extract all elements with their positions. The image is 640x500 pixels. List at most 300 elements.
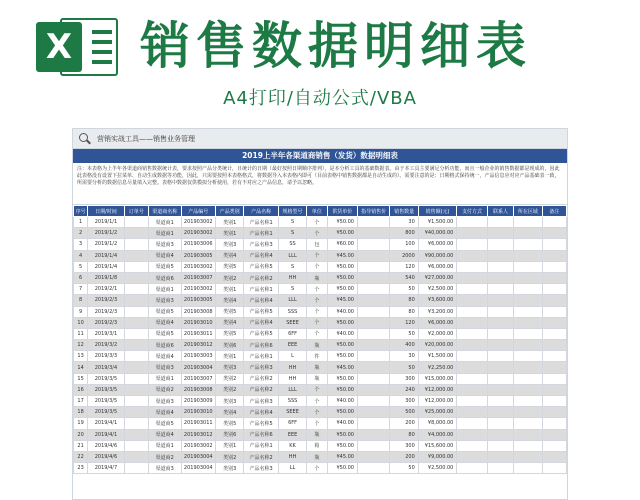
table-row[interactable] — [74, 228, 567, 239]
table-cell[interactable]: HH — [278, 272, 306, 283]
table-cell[interactable]: 类别5 — [215, 306, 243, 317]
table-cell[interactable]: 30 — [390, 217, 418, 228]
table-cell[interactable]: 50 — [390, 362, 418, 373]
table-cell[interactable] — [457, 384, 487, 395]
table-cell[interactable]: 2019/3/4 — [88, 362, 125, 373]
table-cell[interactable] — [514, 306, 542, 317]
table-cell[interactable]: 120 — [390, 261, 418, 272]
table-cell[interactable]: 20 — [74, 429, 88, 440]
table-cell[interactable]: 类别3 — [215, 239, 243, 250]
table-cell[interactable]: 201903002 — [181, 284, 215, 295]
table-cell[interactable] — [457, 317, 487, 328]
table-cell[interactable]: 个 — [307, 463, 327, 474]
table-row[interactable] — [74, 284, 567, 295]
table-cell[interactable]: 201903008 — [181, 384, 215, 395]
table-row[interactable] — [74, 295, 567, 306]
table-cell[interactable]: 个 — [307, 217, 327, 228]
table-row[interactable] — [74, 373, 567, 384]
table-cell[interactable] — [487, 250, 513, 261]
table-cell[interactable] — [124, 351, 148, 362]
table-cell[interactable] — [357, 384, 389, 395]
table-cell[interactable]: 201903008 — [181, 306, 215, 317]
table-cell[interactable] — [542, 418, 566, 429]
table-cell[interactable] — [542, 228, 566, 239]
table-cell[interactable]: 渠道商3 — [149, 295, 181, 306]
table-cell[interactable] — [542, 373, 566, 384]
table-cell[interactable] — [542, 429, 566, 440]
table-cell[interactable] — [542, 306, 566, 317]
column-header[interactable]: 产品名称 — [244, 206, 278, 217]
magnifier-icon[interactable] — [79, 133, 91, 145]
table-cell[interactable]: 渠道商1 — [149, 440, 181, 451]
table-cell[interactable]: 11 — [74, 328, 88, 339]
table-cell[interactable] — [357, 429, 389, 440]
table-cell[interactable]: 50 — [390, 328, 418, 339]
table-cell[interactable]: ¥12,000.00 — [418, 384, 457, 395]
table-cell[interactable]: 类别1 — [215, 440, 243, 451]
table-cell[interactable] — [514, 228, 542, 239]
table-cell[interactable]: 201903011 — [181, 328, 215, 339]
table-cell[interactable] — [124, 250, 148, 261]
table-cell[interactable]: 300 — [390, 373, 418, 384]
table-cell[interactable] — [124, 317, 148, 328]
table-cell[interactable] — [487, 228, 513, 239]
table-cell[interactable]: 2019/1/2 — [88, 239, 125, 250]
table-cell[interactable]: S — [278, 217, 306, 228]
table-cell[interactable]: 类别2 — [215, 272, 243, 283]
table-cell[interactable]: SSS — [278, 396, 306, 407]
table-cell[interactable] — [542, 239, 566, 250]
table-cell[interactable] — [357, 306, 389, 317]
table-cell[interactable] — [487, 384, 513, 395]
table-cell[interactable]: 箱 — [307, 440, 327, 451]
table-cell[interactable]: 个 — [307, 295, 327, 306]
table-cell[interactable]: 个 — [307, 328, 327, 339]
table-cell[interactable]: 201903002 — [181, 440, 215, 451]
table-cell[interactable] — [457, 463, 487, 474]
table-row[interactable] — [74, 429, 567, 440]
table-cell[interactable]: 2019/1/4 — [88, 261, 125, 272]
column-header[interactable]: 供货单价 — [327, 206, 357, 217]
table-cell[interactable]: 50 — [390, 463, 418, 474]
table-cell[interactable] — [457, 429, 487, 440]
table-cell[interactable]: 19 — [74, 418, 88, 429]
table-cell[interactable]: 产品名称2 — [244, 451, 278, 462]
column-header[interactable]: 产品编号 — [181, 206, 215, 217]
table-cell[interactable]: 类别2 — [215, 373, 243, 384]
table-cell[interactable]: SEEE — [278, 407, 306, 418]
table-row[interactable] — [74, 384, 567, 395]
table-cell[interactable]: 类别5 — [215, 261, 243, 272]
table-cell[interactable]: 件 — [307, 351, 327, 362]
table-cell[interactable]: 2019/3/5 — [88, 373, 125, 384]
table-cell[interactable]: L — [278, 351, 306, 362]
table-cell[interactable] — [124, 451, 148, 462]
table-cell[interactable]: 22 — [74, 451, 88, 462]
table-cell[interactable] — [542, 261, 566, 272]
table-cell[interactable]: 2019/3/5 — [88, 384, 125, 395]
table-cell[interactable] — [457, 250, 487, 261]
table-cell[interactable] — [357, 272, 389, 283]
table-cell[interactable]: ¥40.00 — [327, 306, 357, 317]
table-cell[interactable]: 渠道商4 — [149, 250, 181, 261]
table-cell[interactable] — [514, 217, 542, 228]
table-cell[interactable]: ¥3,600.00 — [418, 295, 457, 306]
table-cell[interactable]: ¥20,000.00 — [418, 340, 457, 351]
table-cell[interactable] — [124, 418, 148, 429]
table-cell[interactable]: 类别1 — [215, 217, 243, 228]
table-cell[interactable]: 类别6 — [215, 429, 243, 440]
table-cell[interactable] — [124, 272, 148, 283]
table-cell[interactable]: 2019/4/1 — [88, 418, 125, 429]
table-cell[interactable]: 渠道商1 — [149, 228, 181, 239]
table-cell[interactable] — [542, 295, 566, 306]
table-row[interactable] — [74, 362, 567, 373]
table-cell[interactable]: 个 — [307, 407, 327, 418]
table-cell[interactable]: 产品名称1 — [244, 440, 278, 451]
table-cell[interactable]: ¥50.00 — [327, 351, 357, 362]
table-cell[interactable]: 201903011 — [181, 418, 215, 429]
table-cell[interactable] — [357, 261, 389, 272]
table-cell[interactable]: 1 — [74, 217, 88, 228]
table-cell[interactable] — [357, 250, 389, 261]
table-cell[interactable] — [514, 362, 542, 373]
table-cell[interactable]: 渠道商1 — [149, 217, 181, 228]
table-cell[interactable]: 产品名称2 — [244, 272, 278, 283]
table-cell[interactable]: 201903003 — [181, 351, 215, 362]
table-cell[interactable]: ¥27,000.00 — [418, 272, 457, 283]
table-cell[interactable] — [487, 362, 513, 373]
table-row[interactable] — [74, 328, 567, 339]
table-cell[interactable]: 7 — [74, 284, 88, 295]
table-cell[interactable]: 类别3 — [215, 362, 243, 373]
table-cell[interactable]: ¥25,000.00 — [418, 407, 457, 418]
table-cell[interactable]: ¥40.00 — [327, 328, 357, 339]
table-cell[interactable] — [124, 340, 148, 351]
table-cell[interactable]: 201903006 — [181, 239, 215, 250]
table-cell[interactable] — [542, 272, 566, 283]
table-cell[interactable] — [487, 463, 513, 474]
table-cell[interactable]: 201903007 — [181, 373, 215, 384]
table-cell[interactable] — [124, 328, 148, 339]
table-cell[interactable]: 8 — [74, 295, 88, 306]
table-cell[interactable]: 渠道商3 — [149, 362, 181, 373]
table-cell[interactable] — [514, 328, 542, 339]
table-row[interactable] — [74, 217, 567, 228]
table-cell[interactable] — [514, 429, 542, 440]
table-cell[interactable]: ¥45.00 — [327, 250, 357, 261]
table-cell[interactable]: 个 — [307, 284, 327, 295]
table-cell[interactable]: 渠道商6 — [149, 272, 181, 283]
table-cell[interactable] — [124, 373, 148, 384]
table-cell[interactable]: 渠道商1 — [149, 284, 181, 295]
table-cell[interactable]: ¥45.00 — [327, 451, 357, 462]
table-cell[interactable]: 30 — [390, 351, 418, 362]
table-cell[interactable] — [487, 272, 513, 283]
table-cell[interactable]: 瓶 — [307, 272, 327, 283]
table-cell[interactable]: 2 — [74, 228, 88, 239]
table-cell[interactable]: ¥2,500.00 — [418, 463, 457, 474]
table-row[interactable] — [74, 396, 567, 407]
table-cell[interactable]: 产品名称5 — [244, 328, 278, 339]
table-cell[interactable]: LL — [278, 463, 306, 474]
table-cell[interactable]: ¥6,000.00 — [418, 261, 457, 272]
table-cell[interactable]: EEE — [278, 429, 306, 440]
table-row[interactable] — [74, 261, 567, 272]
table-cell[interactable] — [487, 373, 513, 384]
table-cell[interactable] — [514, 463, 542, 474]
table-cell[interactable] — [542, 284, 566, 295]
table-cell[interactable] — [457, 272, 487, 283]
table-cell[interactable]: ¥50.00 — [327, 384, 357, 395]
table-cell[interactable]: 201903004 — [181, 362, 215, 373]
table-cell[interactable]: ¥50.00 — [327, 284, 357, 295]
table-cell[interactable]: 渠道商4 — [149, 429, 181, 440]
table-cell[interactable] — [542, 340, 566, 351]
table-cell[interactable]: 个 — [307, 228, 327, 239]
table-cell[interactable] — [357, 396, 389, 407]
table-cell[interactable]: 类别3 — [215, 396, 243, 407]
table-cell[interactable]: 16 — [74, 384, 88, 395]
table-cell[interactable] — [542, 351, 566, 362]
table-cell[interactable]: ¥2,000.00 — [418, 328, 457, 339]
column-header[interactable]: 联系人 — [487, 206, 513, 217]
table-cell[interactable]: 200 — [390, 451, 418, 462]
table-cell[interactable]: 23 — [74, 463, 88, 474]
table-cell[interactable]: 2019/4/7 — [88, 463, 125, 474]
table-cell[interactable]: 14 — [74, 362, 88, 373]
table-cell[interactable]: 201903005 — [181, 250, 215, 261]
table-cell[interactable]: 201903010 — [181, 407, 215, 418]
table-cell[interactable]: 6FF — [278, 328, 306, 339]
table-cell[interactable] — [457, 340, 487, 351]
table-cell[interactable]: ¥2,500.00 — [418, 284, 457, 295]
table-cell[interactable]: ¥50.00 — [327, 407, 357, 418]
table-cell[interactable]: 2019/3/1 — [88, 328, 125, 339]
table-cell[interactable]: 渠道商5 — [149, 418, 181, 429]
table-cell[interactable] — [124, 384, 148, 395]
table-cell[interactable] — [357, 407, 389, 418]
table-cell[interactable] — [542, 250, 566, 261]
table-cell[interactable] — [514, 239, 542, 250]
table-cell[interactable] — [542, 440, 566, 451]
table-cell[interactable]: 产品名称5 — [244, 306, 278, 317]
table-cell[interactable]: 渠道商3 — [149, 463, 181, 474]
table-cell[interactable]: 个 — [307, 250, 327, 261]
table-cell[interactable] — [487, 328, 513, 339]
table-cell[interactable]: 50 — [390, 284, 418, 295]
table-cell[interactable]: 渠道商1 — [149, 373, 181, 384]
table-cell[interactable]: 200 — [390, 418, 418, 429]
table-cell[interactable]: SSS — [278, 306, 306, 317]
table-cell[interactable] — [357, 295, 389, 306]
table-cell[interactable]: 个 — [307, 261, 327, 272]
table-cell[interactable]: 6 — [74, 272, 88, 283]
table-cell[interactable]: ¥45.00 — [327, 362, 357, 373]
table-cell[interactable]: ¥15,000.00 — [418, 373, 457, 384]
table-cell[interactable]: ¥4,000.00 — [418, 429, 457, 440]
table-cell[interactable] — [542, 317, 566, 328]
table-cell[interactable] — [124, 396, 148, 407]
table-cell[interactable]: 渠道商5 — [149, 328, 181, 339]
table-cell[interactable]: 2019/4/6 — [88, 451, 125, 462]
table-cell[interactable]: 500 — [390, 407, 418, 418]
table-row[interactable] — [74, 317, 567, 328]
table-cell[interactable]: 瓶 — [307, 429, 327, 440]
table-cell[interactable]: 17 — [74, 396, 88, 407]
table-cell[interactable]: 2019/4/1 — [88, 429, 125, 440]
table-cell[interactable] — [514, 295, 542, 306]
table-cell[interactable]: 类别4 — [215, 295, 243, 306]
column-header[interactable]: 订单号 — [124, 206, 148, 217]
table-cell[interactable] — [357, 239, 389, 250]
table-cell[interactable]: 类别5 — [215, 328, 243, 339]
table-cell[interactable] — [357, 373, 389, 384]
table-cell[interactable] — [487, 351, 513, 362]
table-cell[interactable]: 类别4 — [215, 407, 243, 418]
table-cell[interactable]: 13 — [74, 351, 88, 362]
table-cell[interactable]: 201903004 — [181, 451, 215, 462]
table-cell[interactable] — [487, 239, 513, 250]
table-cell[interactable]: 类别2 — [215, 451, 243, 462]
table-cell[interactable]: 201903012 — [181, 340, 215, 351]
table-cell[interactable]: S — [278, 261, 306, 272]
table-cell[interactable]: 2019/3/5 — [88, 396, 125, 407]
table-row[interactable] — [74, 463, 567, 474]
table-cell[interactable] — [457, 407, 487, 418]
table-cell[interactable] — [514, 272, 542, 283]
table-cell[interactable]: 渠道商2 — [149, 451, 181, 462]
table-cell[interactable] — [357, 328, 389, 339]
table-cell[interactable]: HH — [278, 362, 306, 373]
table-cell[interactable]: 产品名称6 — [244, 340, 278, 351]
table-cell[interactable]: 120 — [390, 317, 418, 328]
table-cell[interactable]: 产品名称5 — [244, 261, 278, 272]
table-cell[interactable] — [542, 451, 566, 462]
table-cell[interactable] — [357, 418, 389, 429]
table-cell[interactable]: ¥1,500.00 — [418, 217, 457, 228]
table-cell[interactable] — [357, 440, 389, 451]
table-cell[interactable] — [487, 340, 513, 351]
table-cell[interactable]: 6FF — [278, 418, 306, 429]
table-cell[interactable] — [487, 306, 513, 317]
table-cell[interactable]: 201903002 — [181, 261, 215, 272]
table-cell[interactable] — [357, 463, 389, 474]
table-cell[interactable] — [487, 451, 513, 462]
table-cell[interactable]: 渠道商3 — [149, 396, 181, 407]
table-cell[interactable]: 产品名称1 — [244, 284, 278, 295]
table-cell[interactable] — [357, 284, 389, 295]
table-cell[interactable]: HH — [278, 373, 306, 384]
table-cell[interactable]: 2019/2/3 — [88, 317, 125, 328]
table-cell[interactable]: 300 — [390, 396, 418, 407]
table-cell[interactable]: 类别1 — [215, 351, 243, 362]
table-cell[interactable]: 渠道商2 — [149, 384, 181, 395]
table-row[interactable] — [74, 418, 567, 429]
table-cell[interactable]: 400 — [390, 340, 418, 351]
table-cell[interactable]: 渠道商5 — [149, 261, 181, 272]
table-cell[interactable]: S — [278, 284, 306, 295]
table-cell[interactable]: 类别1 — [215, 284, 243, 295]
table-cell[interactable] — [124, 217, 148, 228]
table-cell[interactable]: 2019/1/1 — [88, 217, 125, 228]
table-cell[interactable]: 产品名称1 — [244, 351, 278, 362]
table-cell[interactable]: ¥50.00 — [327, 463, 357, 474]
table-cell[interactable] — [457, 284, 487, 295]
table-cell[interactable]: 产品名称6 — [244, 429, 278, 440]
column-header[interactable]: 序号 — [74, 206, 88, 217]
column-header[interactable]: 渠道商名称 — [149, 206, 181, 217]
table-cell[interactable]: ¥6,000.00 — [418, 239, 457, 250]
table-cell[interactable]: 渠道商6 — [149, 340, 181, 351]
table-cell[interactable]: 201903010 — [181, 317, 215, 328]
table-cell[interactable]: ¥50.00 — [327, 217, 357, 228]
table-cell[interactable] — [514, 418, 542, 429]
table-cell[interactable] — [357, 340, 389, 351]
table-row[interactable] — [74, 351, 567, 362]
table-cell[interactable]: 产品名称4 — [244, 250, 278, 261]
table-cell[interactable] — [514, 261, 542, 272]
table-cell[interactable] — [457, 217, 487, 228]
table-cell[interactable]: 800 — [390, 228, 418, 239]
table-cell[interactable] — [457, 373, 487, 384]
table-cell[interactable] — [457, 418, 487, 429]
table-cell[interactable]: 5 — [74, 261, 88, 272]
table-cell[interactable]: 产品名称4 — [244, 317, 278, 328]
table-row[interactable] — [74, 239, 567, 250]
table-cell[interactable]: 201903012 — [181, 429, 215, 440]
table-cell[interactable] — [542, 328, 566, 339]
table-cell[interactable]: 瓶 — [307, 373, 327, 384]
table-cell[interactable] — [124, 440, 148, 451]
table-cell[interactable]: 产品名称4 — [244, 295, 278, 306]
table-cell[interactable] — [457, 239, 487, 250]
table-cell[interactable]: 80 — [390, 295, 418, 306]
table-cell[interactable]: 201903007 — [181, 272, 215, 283]
table-row[interactable] — [74, 272, 567, 283]
table-cell[interactable]: 2019/1/2 — [88, 228, 125, 239]
table-cell[interactable]: 渠道商4 — [149, 351, 181, 362]
column-header[interactable]: 备注 — [542, 206, 566, 217]
table-cell[interactable]: ¥15,600.00 — [418, 440, 457, 451]
table-cell[interactable]: ¥90,000.00 — [418, 250, 457, 261]
table-cell[interactable] — [542, 463, 566, 474]
table-cell[interactable] — [357, 317, 389, 328]
table-cell[interactable]: 产品名称1 — [244, 228, 278, 239]
table-row[interactable] — [74, 451, 567, 462]
table-cell[interactable]: 瓶 — [307, 362, 327, 373]
table-cell[interactable]: 产品名称4 — [244, 407, 278, 418]
table-cell[interactable]: ¥50.00 — [327, 340, 357, 351]
table-cell[interactable] — [487, 429, 513, 440]
table-cell[interactable] — [542, 384, 566, 395]
table-cell[interactable]: ¥1,500.00 — [418, 351, 457, 362]
table-cell[interactable] — [124, 306, 148, 317]
table-cell[interactable]: 18 — [74, 407, 88, 418]
table-cell[interactable] — [487, 261, 513, 272]
table-cell[interactable] — [514, 384, 542, 395]
table-cell[interactable]: ¥50.00 — [327, 440, 357, 451]
table-cell[interactable]: 渠道商3 — [149, 239, 181, 250]
table-cell[interactable]: 201903004 — [181, 463, 215, 474]
table-cell[interactable]: 产品名称3 — [244, 239, 278, 250]
table-cell[interactable]: 12 — [74, 340, 88, 351]
table-cell[interactable] — [487, 396, 513, 407]
table-cell[interactable] — [487, 284, 513, 295]
table-cell[interactable]: ¥6,000.00 — [418, 317, 457, 328]
column-header[interactable]: 单位 — [307, 206, 327, 217]
table-cell[interactable]: 2019/2/3 — [88, 295, 125, 306]
